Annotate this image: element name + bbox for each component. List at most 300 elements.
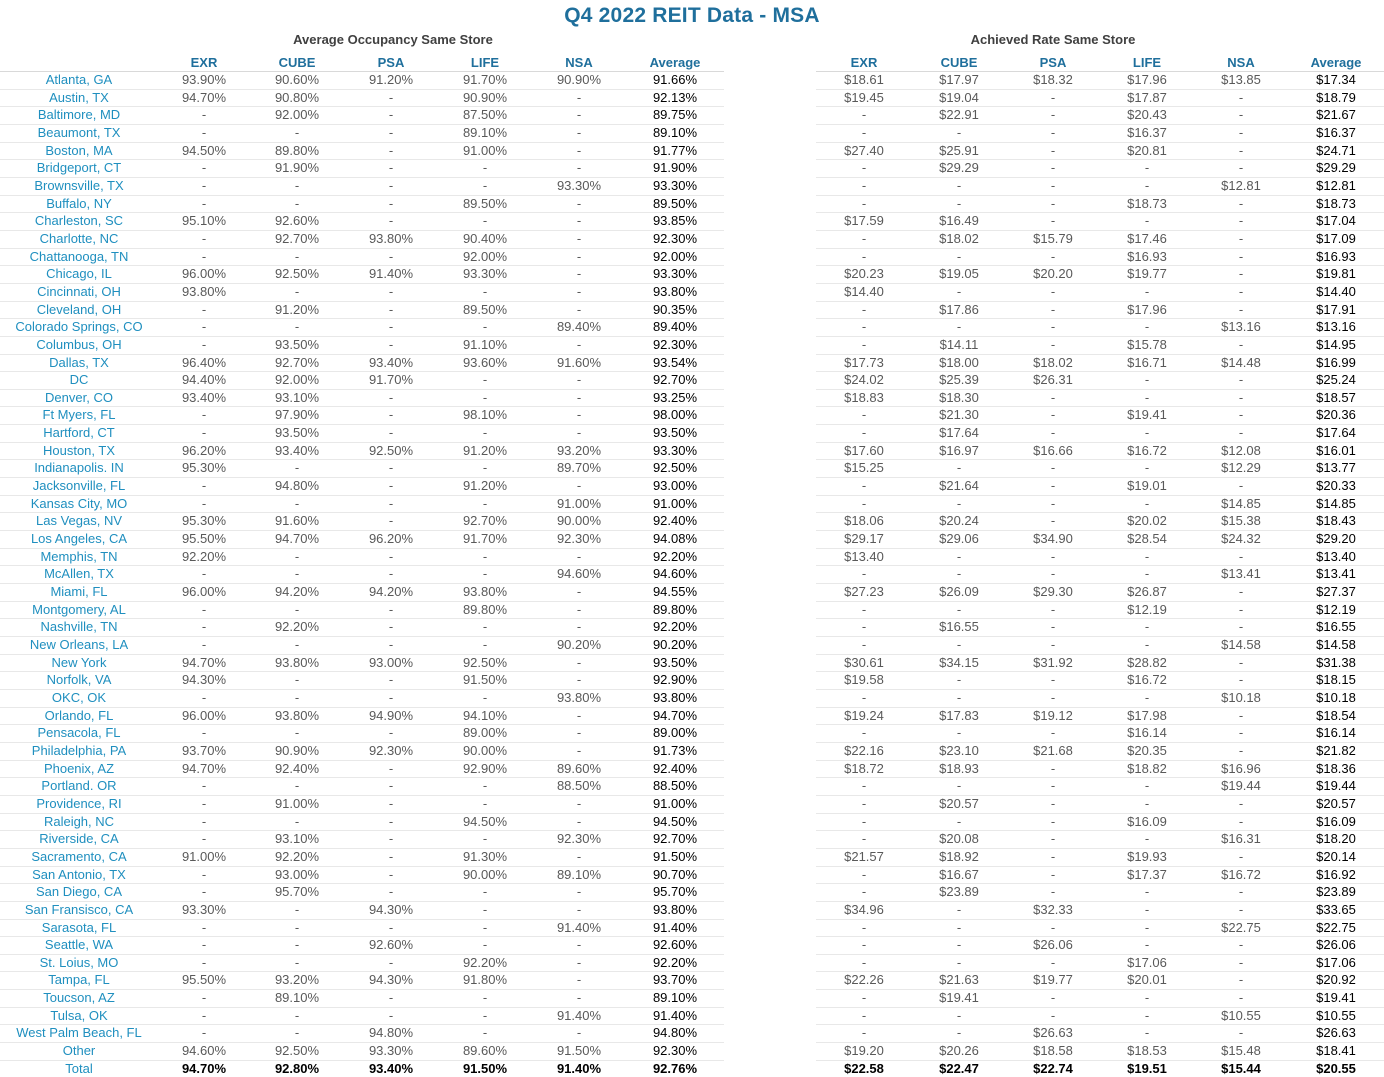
rate-cell: $17.73 xyxy=(816,354,912,372)
rate-cell: $29.17 xyxy=(816,531,912,549)
rate-cell: $22.74 xyxy=(1033,1060,1073,1076)
rate-row xyxy=(816,760,1384,778)
msa-name: Brownsville, TX xyxy=(0,177,158,195)
rate-cell: - xyxy=(912,248,1006,266)
msa-name: New York xyxy=(0,654,158,672)
occupancy-average-cell: 92.90% xyxy=(626,672,724,690)
occupancy-average-cell: 94.60% xyxy=(626,566,724,584)
rate-cell: - xyxy=(1194,372,1288,390)
rate-cell: - xyxy=(1006,990,1100,1008)
occupancy-average-cell: 91.73% xyxy=(626,742,724,760)
rate-cell: - xyxy=(1194,195,1288,213)
rate-row xyxy=(816,654,1384,672)
occupancy-cell: - xyxy=(250,901,344,919)
rate-cell: - xyxy=(816,319,912,337)
rate-cell: - xyxy=(816,177,912,195)
rate-cell: $21.64 xyxy=(912,478,1006,496)
rate-cell: - xyxy=(1194,725,1288,743)
rate-cell: - xyxy=(816,301,912,319)
rate-cell: - xyxy=(1194,901,1288,919)
occupancy-row xyxy=(0,760,724,778)
rate-row xyxy=(816,531,1384,549)
occupancy-cell: 89.70% xyxy=(532,460,626,478)
rate-cell: $17.83 xyxy=(912,707,1006,725)
occupancy-row xyxy=(0,372,724,390)
rate-row xyxy=(816,848,1384,866)
rate-row xyxy=(816,319,1384,337)
rate-cell: $30.61 xyxy=(816,654,912,672)
rate-cell: $17.98 xyxy=(1100,707,1194,725)
rate-cell: $17.64 xyxy=(912,425,1006,443)
occupancy-row xyxy=(0,142,724,160)
occupancy-cell: 89.60% xyxy=(532,760,626,778)
rate-average-cell: $19.41 xyxy=(1288,990,1384,1008)
rate-cell: - xyxy=(1006,336,1100,354)
rate-average-cell: $16.14 xyxy=(1288,725,1384,743)
rate-cell: $16.96 xyxy=(1194,760,1288,778)
rate-cell: $12.29 xyxy=(1194,460,1288,478)
occupancy-row xyxy=(0,495,724,513)
occupancy-cell: 94.80% xyxy=(250,478,344,496)
occupancy-average-cell: 92.76% xyxy=(652,1060,698,1076)
rate-row xyxy=(816,795,1384,813)
rate-average-cell: $12.19 xyxy=(1288,601,1384,619)
occupancy-cell: - xyxy=(438,160,532,178)
rate-average-cell: $33.65 xyxy=(1288,901,1384,919)
rate-cell: - xyxy=(912,319,1006,337)
occupancy-cell: 95.30% xyxy=(158,460,250,478)
occupancy-cell: - xyxy=(344,389,438,407)
rate-cell: $16.72 xyxy=(1194,866,1288,884)
occupancy-cell: - xyxy=(438,548,532,566)
occupancy-cell: - xyxy=(158,566,250,584)
occupancy-cell: 92.70% xyxy=(250,354,344,372)
rate-average-cell: $17.91 xyxy=(1288,301,1384,319)
occupancy-cell: - xyxy=(532,795,626,813)
msa-name: San Fransisco, CA xyxy=(0,901,158,919)
rate-total-row xyxy=(816,1060,1384,1077)
occupancy-cell: 91.00% xyxy=(250,795,344,813)
rate-row xyxy=(816,478,1384,496)
rate-cell: $20.26 xyxy=(912,1043,1006,1061)
occupancy-cell: 89.80% xyxy=(438,601,532,619)
rate-cell: $18.82 xyxy=(1100,760,1194,778)
rate-row xyxy=(816,831,1384,849)
rate-cell: $19.20 xyxy=(816,1043,912,1061)
rate-cell: - xyxy=(1100,937,1194,955)
occupancy-cell: - xyxy=(532,972,626,990)
rate-average-cell: $14.85 xyxy=(1288,495,1384,513)
occupancy-cell: - xyxy=(344,548,438,566)
occupancy-table xyxy=(0,54,724,1077)
occupancy-cell: - xyxy=(532,937,626,955)
rate-cell: - xyxy=(912,1025,1006,1043)
occupancy-cell: 94.30% xyxy=(344,972,438,990)
rate-cell: $25.39 xyxy=(912,372,1006,390)
rate-cell: $15.44 xyxy=(1221,1060,1261,1076)
rate-cell: - xyxy=(816,937,912,955)
rate-average-cell: $13.40 xyxy=(1288,548,1384,566)
rate-cell: - xyxy=(816,248,912,266)
rate-average-cell: $17.34 xyxy=(1288,72,1384,90)
rate-cell: - xyxy=(1006,848,1100,866)
rate-cell: - xyxy=(816,689,912,707)
occupancy-average-cell: 89.00% xyxy=(626,725,724,743)
msa-name: Cleveland, OH xyxy=(0,301,158,319)
rate-row xyxy=(816,177,1384,195)
msa-name: Tampa, FL xyxy=(0,972,158,990)
rate-cell: - xyxy=(816,990,912,1008)
occupancy-cell: - xyxy=(532,89,626,107)
occupancy-cell: 91.70% xyxy=(438,531,532,549)
occupancy-cell: - xyxy=(532,266,626,284)
occupancy-cell: 93.80% xyxy=(438,584,532,602)
msa-name: Dallas, TX xyxy=(0,354,158,372)
occupancy-cell: - xyxy=(158,407,250,425)
rate-row xyxy=(816,513,1384,531)
rate-cell: - xyxy=(1006,866,1100,884)
rate-average-cell: $16.37 xyxy=(1288,124,1384,142)
rate-cell: - xyxy=(912,177,1006,195)
msa-name: Los Angeles, CA xyxy=(0,531,158,549)
occupancy-average-cell: 91.90% xyxy=(626,160,724,178)
rate-cell: $19.41 xyxy=(912,990,1006,1008)
rate-cell: $19.01 xyxy=(1100,478,1194,496)
rate-row xyxy=(816,195,1384,213)
rate-cell: - xyxy=(912,460,1006,478)
rate-row xyxy=(816,901,1384,919)
occupancy-average-cell: 93.00% xyxy=(626,478,724,496)
rate-cell: - xyxy=(912,124,1006,142)
rate-cell: - xyxy=(1194,584,1288,602)
occupancy-cell: 93.00% xyxy=(250,866,344,884)
rate-cell: - xyxy=(1006,795,1100,813)
rate-average-cell: $20.14 xyxy=(1288,848,1384,866)
occupancy-cell: - xyxy=(438,990,532,1008)
rate-cell: - xyxy=(1006,319,1100,337)
occupancy-cell: - xyxy=(532,707,626,725)
msa-name: West Palm Beach, FL xyxy=(0,1025,158,1043)
rate-average-cell: $16.92 xyxy=(1288,866,1384,884)
rate-cell: - xyxy=(1100,831,1194,849)
rate-average-cell: $20.36 xyxy=(1288,407,1384,425)
occupancy-cell: - xyxy=(158,919,250,937)
rate-row xyxy=(816,72,1384,90)
occupancy-cell: - xyxy=(532,124,626,142)
rate-cell: $23.89 xyxy=(912,884,1006,902)
msa-name: Charleston, SC xyxy=(0,213,158,231)
rate-cell: $14.11 xyxy=(912,336,1006,354)
rate-average-cell: $18.43 xyxy=(1288,513,1384,531)
rate-cell: $22.16 xyxy=(816,742,912,760)
rate-cell: $19.04 xyxy=(912,89,1006,107)
occupancy-average-cell: 94.80% xyxy=(626,1025,724,1043)
occupancy-average-cell: 92.30% xyxy=(626,336,724,354)
occupancy-row xyxy=(0,407,724,425)
msa-name: Total xyxy=(65,1060,93,1076)
rate-cell: $19.05 xyxy=(912,266,1006,284)
occupancy-row xyxy=(0,283,724,301)
rate-cell: - xyxy=(1100,1025,1194,1043)
occupancy-cell: 93.80% xyxy=(344,230,438,248)
occupancy-cell: - xyxy=(158,884,250,902)
occupancy-cell: 93.00% xyxy=(344,654,438,672)
occupancy-cell: - xyxy=(438,319,532,337)
occupancy-cell: 90.00% xyxy=(532,513,626,531)
occupancy-cell: 93.80% xyxy=(532,689,626,707)
rate-cell: - xyxy=(1100,884,1194,902)
rate-cell: - xyxy=(1194,654,1288,672)
rate-row xyxy=(816,495,1384,513)
occupancy-row xyxy=(0,319,724,337)
rate-cell: $18.02 xyxy=(912,230,1006,248)
rate-average-cell: $13.77 xyxy=(1288,460,1384,478)
rate-cell: - xyxy=(1194,107,1288,125)
rate-average-cell: $10.18 xyxy=(1288,689,1384,707)
rate-row xyxy=(816,707,1384,725)
occupancy-cell: 90.80% xyxy=(250,89,344,107)
occupancy-cell: - xyxy=(158,319,250,337)
occupancy-cell: - xyxy=(532,160,626,178)
rate-cell: - xyxy=(816,778,912,796)
occupancy-cell: 91.60% xyxy=(532,354,626,372)
rate-cell: - xyxy=(1006,601,1100,619)
occupancy-cell: - xyxy=(532,142,626,160)
occupancy-cell: 96.00% xyxy=(158,584,250,602)
occupancy-cell: - xyxy=(158,866,250,884)
occupancy-cell: - xyxy=(158,495,250,513)
occupancy-average-cell: 93.80% xyxy=(626,689,724,707)
rate-row xyxy=(816,954,1384,972)
occupancy-cell: - xyxy=(532,407,626,425)
rate-row xyxy=(816,372,1384,390)
rate-cell: $28.54 xyxy=(1100,531,1194,549)
occupancy-cell: - xyxy=(250,1025,344,1043)
rate-cell: $20.02 xyxy=(1100,513,1194,531)
occupancy-cell: 92.20% xyxy=(250,848,344,866)
rate-cell: - xyxy=(912,548,1006,566)
rate-cell: - xyxy=(1006,389,1100,407)
rate-section-heading: Achieved Rate Same Store xyxy=(970,32,1136,47)
occupancy-row xyxy=(0,301,724,319)
occupancy-cell: - xyxy=(158,778,250,796)
msa-name: Las Vegas, NV xyxy=(0,513,158,531)
occupancy-cell: 94.50% xyxy=(158,142,250,160)
msa-name: Sarasota, FL xyxy=(0,919,158,937)
rate-table xyxy=(816,54,1384,1077)
occupancy-cell: 91.00% xyxy=(532,495,626,513)
msa-name: OKC, OK xyxy=(0,689,158,707)
occupancy-average-cell: 93.80% xyxy=(626,901,724,919)
rate-cell: - xyxy=(1194,937,1288,955)
rate-cell: - xyxy=(1194,336,1288,354)
rate-row xyxy=(816,407,1384,425)
occupancy-cell: - xyxy=(532,725,626,743)
msa-name: Beaumont, TX xyxy=(0,124,158,142)
occupancy-average-cell: 91.50% xyxy=(626,848,724,866)
rate-cell: - xyxy=(1006,495,1100,513)
occupancy-cell: 92.80% xyxy=(274,1060,320,1076)
rate-cell: $22.75 xyxy=(1194,919,1288,937)
msa-name: Columbus, OH xyxy=(0,336,158,354)
occupancy-row xyxy=(0,160,724,178)
rate-cell: $17.96 xyxy=(1100,72,1194,90)
rate-average-cell: $20.55 xyxy=(1316,1060,1356,1076)
occupancy-average-cell: 93.50% xyxy=(626,425,724,443)
rate-row xyxy=(816,336,1384,354)
rate-cell: $16.14 xyxy=(1100,725,1194,743)
msa-name: Houston, TX xyxy=(0,442,158,460)
occupancy-cell: 92.30% xyxy=(344,742,438,760)
rate-row xyxy=(816,142,1384,160)
rate-cell: $20.23 xyxy=(816,266,912,284)
rate-average-cell: $14.40 xyxy=(1288,283,1384,301)
rate-cell: $22.47 xyxy=(939,1060,979,1076)
occupancy-row xyxy=(0,866,724,884)
rate-cell: $17.37 xyxy=(1100,866,1194,884)
occupancy-cell: - xyxy=(532,619,626,637)
occupancy-cell: - xyxy=(532,195,626,213)
rate-cell: $16.09 xyxy=(1100,813,1194,831)
occupancy-row xyxy=(0,1025,724,1043)
occupancy-cell: - xyxy=(158,601,250,619)
rate-cell: - xyxy=(816,954,912,972)
occupancy-average-cell: 93.25% xyxy=(626,389,724,407)
rate-cell: - xyxy=(1100,319,1194,337)
occupancy-row xyxy=(0,460,724,478)
rate-average-cell: $12.81 xyxy=(1288,177,1384,195)
occupancy-cell: 91.60% xyxy=(250,513,344,531)
rate-cell: - xyxy=(816,495,912,513)
occupancy-cell: - xyxy=(438,1025,532,1043)
rate-cell: $13.40 xyxy=(816,548,912,566)
rate-cell: - xyxy=(1006,213,1100,231)
occupancy-row xyxy=(0,848,724,866)
occupancy-cell: - xyxy=(250,637,344,655)
occupancy-cell: - xyxy=(438,460,532,478)
occupancy-cell: - xyxy=(344,425,438,443)
rate-cell: - xyxy=(1194,266,1288,284)
rate-row xyxy=(816,566,1384,584)
rate-average-cell: $18.73 xyxy=(1288,195,1384,213)
occupancy-row xyxy=(0,248,724,266)
msa-name: Kansas City, MO xyxy=(0,495,158,513)
rate-cell: - xyxy=(1100,425,1194,443)
occupancy-cell: - xyxy=(250,1007,344,1025)
occupancy-cell: 87.50% xyxy=(438,107,532,125)
occupancy-cell: - xyxy=(344,107,438,125)
occupancy-cell: - xyxy=(438,495,532,513)
rate-cell: $21.30 xyxy=(912,407,1006,425)
occupancy-cell: 96.40% xyxy=(158,354,250,372)
occupancy-cell: - xyxy=(532,654,626,672)
occupancy-row xyxy=(0,672,724,690)
occupancy-cell: - xyxy=(344,460,438,478)
msa-name: DC xyxy=(0,372,158,390)
rate-cell: $12.19 xyxy=(1100,601,1194,619)
rate-row xyxy=(816,725,1384,743)
rate-cell: - xyxy=(912,725,1006,743)
occupancy-average-cell: 93.80% xyxy=(626,283,724,301)
rate-cell: $22.91 xyxy=(912,107,1006,125)
rate-cell: $16.49 xyxy=(912,213,1006,231)
occupancy-cell: 93.40% xyxy=(250,442,344,460)
occupancy-cell: - xyxy=(250,672,344,690)
occupancy-average-cell: 89.10% xyxy=(626,124,724,142)
msa-name: Cincinnati, OH xyxy=(0,283,158,301)
rate-cell: - xyxy=(1100,778,1194,796)
occupancy-cell: 94.20% xyxy=(344,584,438,602)
occupancy-section-heading: Average Occupancy Same Store xyxy=(293,32,493,47)
occupancy-cell: 94.80% xyxy=(344,1025,438,1043)
occupancy-cell: - xyxy=(532,1025,626,1043)
rate-cell: $18.02 xyxy=(1006,354,1100,372)
occupancy-average-cell: 92.00% xyxy=(626,248,724,266)
rate-average-cell: $20.57 xyxy=(1288,795,1384,813)
rate-cell: - xyxy=(816,637,912,655)
rate-cell: - xyxy=(816,725,912,743)
occupancy-cell: - xyxy=(344,283,438,301)
occupancy-cell: 92.70% xyxy=(250,230,344,248)
rate-average-cell: $18.57 xyxy=(1288,389,1384,407)
occupancy-row xyxy=(0,637,724,655)
rate-cell: - xyxy=(1194,230,1288,248)
rate-average-cell: $17.06 xyxy=(1288,954,1384,972)
rate-cell: - xyxy=(1006,813,1100,831)
rate-cell: - xyxy=(1100,389,1194,407)
rate-row xyxy=(816,672,1384,690)
occupancy-cell: 95.30% xyxy=(158,513,250,531)
rate-cell: $10.18 xyxy=(1194,689,1288,707)
rate-average-cell: $16.55 xyxy=(1288,619,1384,637)
occupancy-cell: 94.50% xyxy=(438,813,532,831)
occupancy-cell: 93.30% xyxy=(344,1043,438,1061)
occupancy-cell: 93.80% xyxy=(250,654,344,672)
rate-cell: - xyxy=(1100,372,1194,390)
occupancy-cell: - xyxy=(158,107,250,125)
rate-cell: - xyxy=(1100,548,1194,566)
rate-cell: - xyxy=(1194,848,1288,866)
occupancy-cell: 94.70% xyxy=(158,654,250,672)
occupancy-average-cell: 94.08% xyxy=(626,531,724,549)
occupancy-cell: 93.50% xyxy=(250,336,344,354)
rate-cell: - xyxy=(1100,566,1194,584)
occupancy-cell: 92.00% xyxy=(438,248,532,266)
occupancy-cell: - xyxy=(438,1007,532,1025)
rate-cell: $34.90 xyxy=(1006,531,1100,549)
rate-cell: - xyxy=(1194,795,1288,813)
rate-row xyxy=(816,160,1384,178)
occupancy-cell: - xyxy=(158,160,250,178)
occupancy-cell: 90.60% xyxy=(250,72,344,90)
rate-cell: - xyxy=(1194,707,1288,725)
rate-cell: $19.77 xyxy=(1006,972,1100,990)
rate-cell: - xyxy=(1006,283,1100,301)
occupancy-cell: 91.40% xyxy=(532,919,626,937)
rate-cell: $16.66 xyxy=(1006,442,1100,460)
occupancy-row xyxy=(0,619,724,637)
rate-cell: - xyxy=(816,124,912,142)
occupancy-row xyxy=(0,1007,724,1025)
rate-cell: - xyxy=(1006,548,1100,566)
rate-cell: $16.37 xyxy=(1100,124,1194,142)
occupancy-cell: 92.50% xyxy=(438,654,532,672)
rate-cell: $14.40 xyxy=(816,283,912,301)
occupancy-cell: - xyxy=(344,689,438,707)
rate-cell: - xyxy=(816,407,912,425)
report-title: Q4 2022 REIT Data - MSA xyxy=(564,4,820,27)
rate-row xyxy=(816,937,1384,955)
